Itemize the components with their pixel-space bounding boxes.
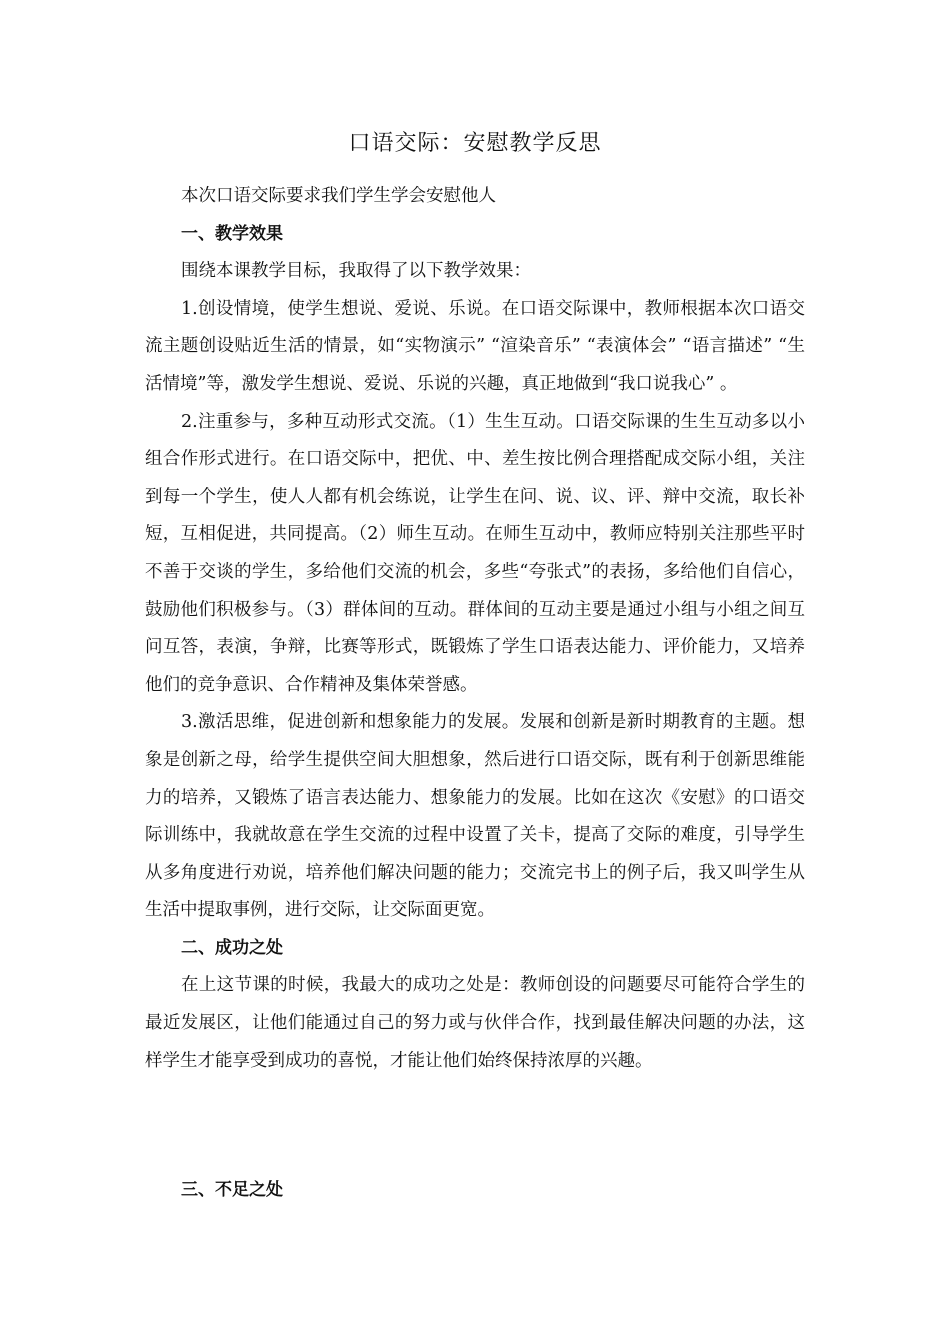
successes-paragraph: 在上这节课的时候，我最大的成功之处是：教师创设的问题要尽可能符合学生的最近发展区，让他们能通过自己的努力或与伙伴合作，找到最佳解决问题的办法，这样学生才能享受到成功的喜悦，才能让他们始终保持浓厚的兴趣。 xyxy=(145,975,805,1071)
effects-point-3: 3.激活思维，促进创新和想象能力的发展。发展和创新是新时期教育的主题。想象是创新之母，给学生提供空间大胆想象，然后进行口语交际，既有利于创新思维能力的培养，又锻炼了语言表达能力、想象能力的发展。比如在这次《安慰》的口语交际训练中，我就故意在学生交流的过程中设置了关卡，提高了交际的难度，引导学生从多角度进行劝说，培养他们解决问题的能力；交流完书上的例子后，我又叫学生从生活中提取事例，进行交际，让交际面更宽。 xyxy=(145,712,805,921)
effects-lead-paragraph: 围绕本课教学目标，我取得了以下教学效果： xyxy=(181,261,531,282)
document-title: 口语交际：安慰教学反思 xyxy=(348,131,602,156)
effects-point-2: 2.注重参与，多种互动形式交流。（1）生生互动。口语交际课的生生互动多以小组合作形式进行。在口语交际中，把优、中、差生按比例合理搭配成交际小组，关注到每一个学生，使人人都有机会练说，让学生在问、说、议、评、辩中交流，取长补短，互相促进，共同提高。（2）师生互动。在师生互动中，教师应特别关注那些平时不善于交谈的学生，多给他们交流的机会，多些“夸张式”的表扬，多给他们自信心，鼓励他们积极参与。（3）群体间的互动。群体间的互动主要是通过小组与小组之间互问互答，表演，争辩，比赛等形式，既锻炼了学生口语表达能力、评价能力，又培养他们的竞争意识、合作精神及集体荣誉感。 xyxy=(145,411,805,695)
document-body xyxy=(145,178,805,1080)
document-body-tail xyxy=(145,1172,805,1210)
section-heading-effects: 一、教学效果 xyxy=(181,223,283,244)
effects-point-1: 1.创设情境，使学生想说、爱说、乐说。在口语交际课中，教师根据本次口语交流主题创设贴近生活的情景，如“实物演示” “渲染音乐” “表演体会” “语言描述” “生活情境”等，激发学生想说、爱说、乐说的兴趣，真正地做到“我口说我心” 。 xyxy=(145,298,805,394)
intro-paragraph: 本次口语交际要求我们学生学会安慰他人 xyxy=(181,186,496,206)
section-heading-successes: 二、成功之处 xyxy=(181,937,283,958)
section-heading-shortcomings: 三、不足之处 xyxy=(181,1180,283,1200)
